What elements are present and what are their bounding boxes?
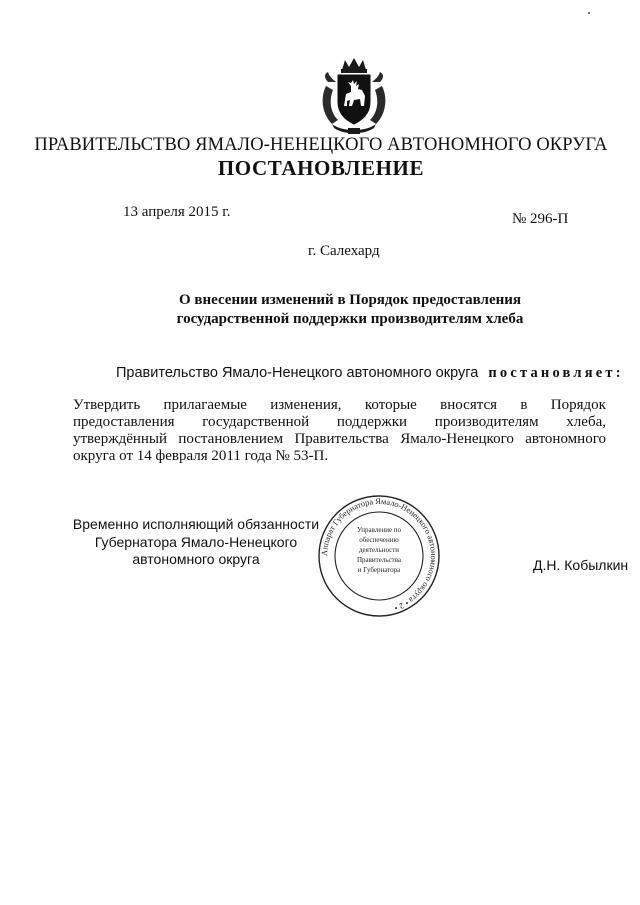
body-word: Ямало-Ненецкого xyxy=(400,431,514,447)
stamp-outer-text: Аппарат Губернатора Ямало-Ненецкого автономного округа • 2 • xyxy=(319,496,439,613)
document-date: 13 апреля 2015 г. xyxy=(123,204,231,220)
coat-of-arms-icon xyxy=(318,56,390,136)
body-word: утверждённый xyxy=(73,431,168,447)
document-city: г. Салехард xyxy=(308,243,380,259)
body-word: автономного xyxy=(525,431,606,447)
preamble-text: Правительство Ямало-Ненецкого автономного округа xyxy=(116,365,479,381)
document-subject xyxy=(120,291,580,329)
stamp-inner-line: обеспечению xyxy=(359,536,399,544)
official-stamp xyxy=(316,494,442,618)
subject-line: государственной поддержки производителям хлеба xyxy=(176,311,524,327)
decree-body-paragraph xyxy=(73,397,606,465)
body-word: хлеба, xyxy=(566,414,606,430)
stamp-inner-line: деятельности xyxy=(358,546,400,554)
body-line xyxy=(73,414,606,431)
body-line xyxy=(73,397,606,414)
body-word: Утвердить xyxy=(73,397,141,413)
body-word: которые xyxy=(364,397,417,413)
body-line xyxy=(73,431,606,448)
body-word: в xyxy=(520,397,528,413)
body-word: прилагаемые xyxy=(163,397,247,413)
document-type-heading: ПОСТАНОВЛЕНИЕ xyxy=(217,156,425,180)
body-word: изменения, xyxy=(270,397,342,413)
body-word: государственной xyxy=(202,414,310,430)
stamp-inner-line: и Губернатора xyxy=(357,566,401,574)
signatory-position xyxy=(72,516,320,569)
preamble xyxy=(116,365,624,382)
body-word: вносятся xyxy=(440,397,498,413)
body-line: округа от 14 февраля 2011 года № 53-П. xyxy=(73,448,329,464)
body-word: Правительства xyxy=(294,431,389,447)
body-word: предоставления xyxy=(73,414,175,430)
signatory-position-line: Губернатора Ямало-Ненецкого xyxy=(94,533,298,550)
decree-word: постановляет: xyxy=(488,365,624,381)
signatory-position-line: автономного округа xyxy=(132,551,260,567)
signatory-name: Д.Н. Кобылкин xyxy=(533,557,629,573)
body-word: производителям xyxy=(434,414,539,430)
body-word: поддержки xyxy=(336,414,408,430)
body-word: постановлением xyxy=(178,431,284,447)
scan-speck xyxy=(588,12,590,14)
government-title: ПРАВИТЕЛЬСТВО ЯМАЛО-НЕНЕЦКОГО АВТОНОМНОГО ОКРУГА xyxy=(34,135,608,155)
stamp-inner-line: Правительства xyxy=(356,556,402,564)
body-word: Порядок xyxy=(550,397,606,413)
signatory-position-line: Временно исполняющий обязанности xyxy=(72,516,320,532)
stamp-inner-line: Управление по xyxy=(356,526,402,534)
document-number: № 296-П xyxy=(512,211,569,227)
subject-line: О внесении изменений в Порядок предоставления xyxy=(178,292,522,308)
